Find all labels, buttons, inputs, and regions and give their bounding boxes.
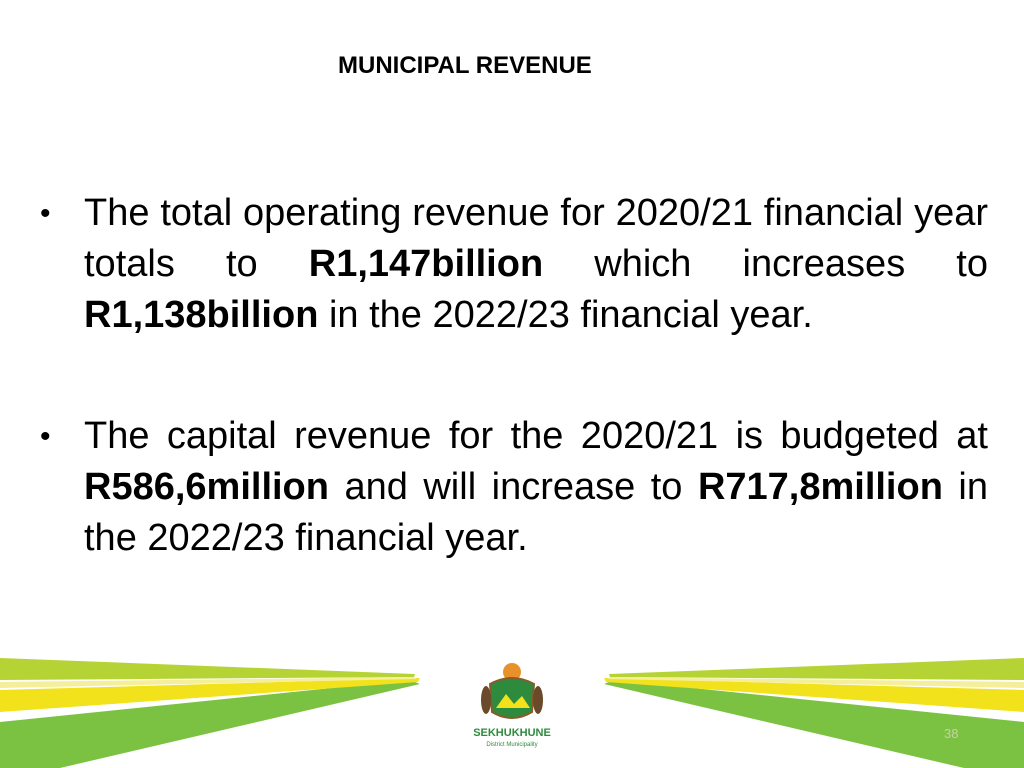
bullet-text-part: and will increase to: [328, 466, 698, 508]
bullet-text-part: The capital revenue for the 2020/21 is budgeted at: [84, 415, 988, 457]
bullet-list: [30, 188, 988, 564]
right-light-green-swoosh: [609, 658, 1024, 680]
bullet-amount: R1,138billion: [84, 294, 319, 336]
logo-left-animal-icon: [481, 686, 491, 714]
left-light-green-swoosh: [0, 658, 415, 680]
slide-title: MUNICIPAL REVENUE: [338, 52, 592, 79]
bullet-amount: R586,6million: [84, 466, 329, 508]
bullet-text-part: in the 2022/23 financial year.: [84, 466, 988, 559]
bullet-text-part: The total operating revenue for 2020/21 financial year totals to: [84, 192, 988, 285]
logo-subtext: District Municipality: [486, 742, 538, 748]
municipal-logo: [473, 663, 551, 748]
logo-text: SEKHUKHUNE: [473, 727, 551, 739]
footer-decoration: [0, 650, 1024, 768]
page-number: 38: [944, 726, 959, 741]
bullet-item-operating-revenue: [30, 188, 988, 341]
bullet-amount: R1,147billion: [308, 243, 544, 285]
logo-right-animal-icon: [533, 686, 543, 714]
bullet-text-part: in the 2022/23 financial year.: [318, 294, 813, 336]
bullet-item-capital-revenue: [30, 411, 988, 564]
bullet-amount: R717,8million: [697, 466, 943, 508]
bullet-marker: •: [40, 420, 51, 453]
logo-crest-icon: [490, 678, 534, 718]
bullet-text-part: which increases to: [543, 243, 988, 285]
bullet-marker: •: [40, 197, 51, 230]
